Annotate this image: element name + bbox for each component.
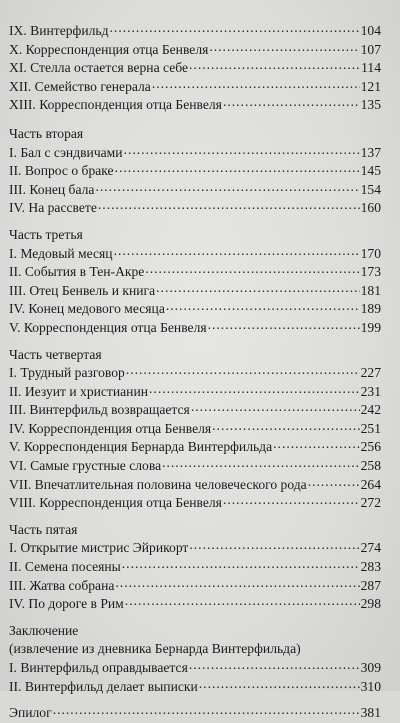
dot-leader	[145, 260, 359, 279]
entry-page: 309	[360, 660, 381, 675]
entry-title: VIII. Корреспонденция отца Бенвеля	[9, 495, 222, 511]
entry-page: 145	[360, 163, 381, 179]
dot-leader	[191, 398, 360, 417]
part-subheading: (извлечение из дневника Бернарда Винтерфильда)	[9, 641, 301, 657]
dot-leader	[125, 592, 360, 611]
entry-page: 189	[360, 301, 381, 317]
toc-section	[9, 346, 381, 513]
entry-page: 298	[360, 596, 381, 612]
entry-title: I. Трудный разговор	[9, 365, 125, 381]
entry-page: 283	[360, 559, 381, 575]
dot-leader	[162, 454, 360, 473]
dot-leader	[149, 380, 360, 399]
toc-entry	[9, 494, 381, 513]
entry-title: VI. Самые грустные слова	[9, 458, 162, 474]
entry-title: I. Медовый месяц	[9, 245, 113, 261]
entry-page: 272	[360, 495, 381, 511]
entry-title: I. Винтерфильд оправдывается	[9, 660, 188, 675]
dot-leader	[208, 316, 360, 335]
dot-leader	[115, 574, 359, 593]
entry-title: II. Семена посеяны	[9, 559, 121, 575]
entry-page: 199	[360, 319, 381, 335]
entry-title: XII. Семейство генерала	[9, 78, 151, 94]
entry-title: I. Бал с сэндвичами	[9, 144, 123, 160]
entry-title: VII. Впечатлительная половина человеческого рода	[9, 476, 307, 492]
dot-leader	[156, 279, 359, 298]
entry-title: III. Отец Бенвель и книга	[9, 282, 156, 298]
dot-leader	[209, 38, 359, 57]
entry-page: 227	[360, 365, 381, 381]
entry-title: III. Винтерфильд возвращается	[9, 402, 190, 418]
toc-entry	[9, 595, 381, 614]
toc-entry	[9, 96, 381, 115]
entry-page: 287	[360, 577, 381, 593]
dot-leader	[152, 75, 360, 94]
entry-title: IV. По дороге в Рим	[9, 596, 124, 612]
entry-page: 154	[360, 181, 381, 197]
entry-page: 181	[360, 282, 381, 298]
part-heading: Часть пятая	[9, 521, 78, 537]
table-of-contents	[9, 22, 381, 723]
dot-leader	[124, 141, 360, 160]
entry-title: II. Винтерфильд делает выписки	[9, 678, 198, 694]
entry-page: 242	[360, 402, 381, 418]
toc-entry-epilog	[9, 704, 381, 723]
dot-leader	[189, 56, 360, 75]
entry-page: 258	[360, 458, 381, 474]
dot-leader	[212, 417, 359, 436]
entry-page: 170	[360, 245, 381, 261]
entry-page: 107	[360, 41, 381, 57]
dot-leader	[53, 701, 360, 720]
entry-title: X. Корреспонденция отца Бенвеля	[9, 41, 209, 57]
entry-title: II. Вопрос о браке	[9, 163, 114, 179]
part-heading: Часть четвертая	[9, 346, 102, 362]
entry-title: I. Открытие мистрис Эйрикорт	[9, 540, 189, 556]
dot-leader	[126, 361, 360, 380]
entry-title: XIII. Корреспонденция отца Бенвеля	[9, 97, 222, 113]
entry-title: III. Конец бала	[9, 181, 95, 197]
dot-leader	[223, 491, 360, 510]
entry-title: II. Иезуит и христианин	[9, 383, 149, 399]
dot-leader	[98, 196, 360, 215]
entry-title: II. События в Тен-Акре	[9, 264, 145, 280]
dot-leader	[189, 656, 360, 675]
entry-page: 251	[360, 420, 381, 436]
toc-entry	[9, 678, 381, 697]
toc-entry	[9, 319, 381, 338]
dot-leader	[115, 159, 360, 178]
dot-leader	[308, 473, 360, 492]
entry-page: 135	[360, 97, 381, 113]
toc-section	[9, 22, 381, 115]
entry-page: 381	[360, 705, 381, 721]
entry-page: 231	[360, 383, 381, 399]
entry-page: 274	[360, 540, 381, 556]
entry-title: Эпилог	[9, 705, 52, 721]
toc-section	[9, 125, 381, 218]
dot-leader	[199, 675, 360, 694]
entry-title: IV. Корреспонденция отца Бенвеля	[9, 420, 212, 436]
entry-page: 104	[360, 23, 381, 38]
entry-page: 114	[361, 60, 381, 76]
dot-leader	[166, 297, 360, 316]
dot-leader	[95, 178, 359, 197]
entry-title: III. Жатва собрана	[9, 577, 115, 593]
part-heading: Заключение	[9, 622, 79, 638]
entry-page: 264	[360, 476, 381, 492]
dot-leader	[189, 536, 359, 555]
entry-title: V. Корреспонденция отца Бенвеля	[9, 319, 207, 335]
entry-page: 256	[360, 439, 381, 455]
dot-leader	[122, 555, 360, 574]
dot-leader	[273, 435, 359, 454]
entry-title: XI. Стелла остается верна себе	[9, 60, 189, 76]
entry-page: 137	[360, 144, 381, 160]
entry-title: V. Корреспонденция Бернарда Винтерфильда	[9, 439, 273, 455]
entry-title: IV. На рассвете	[9, 200, 97, 216]
toc-entry	[9, 199, 381, 218]
dot-leader	[114, 242, 360, 261]
entry-page: 121	[360, 78, 381, 94]
part-heading: Часть вторая	[9, 125, 84, 141]
entry-page: 173	[360, 264, 381, 280]
entry-title: IV. Конец медового месяца	[9, 301, 165, 317]
part-heading: Часть третья	[9, 226, 83, 242]
toc-section	[9, 226, 381, 338]
toc-section	[9, 521, 381, 614]
dot-leader	[223, 93, 360, 112]
entry-page: 310	[360, 678, 381, 694]
entry-title: IX. Винтерфильд	[9, 23, 109, 38]
toc-section	[9, 622, 381, 696]
entry-page: 160	[360, 200, 381, 216]
dot-leader	[110, 19, 360, 38]
